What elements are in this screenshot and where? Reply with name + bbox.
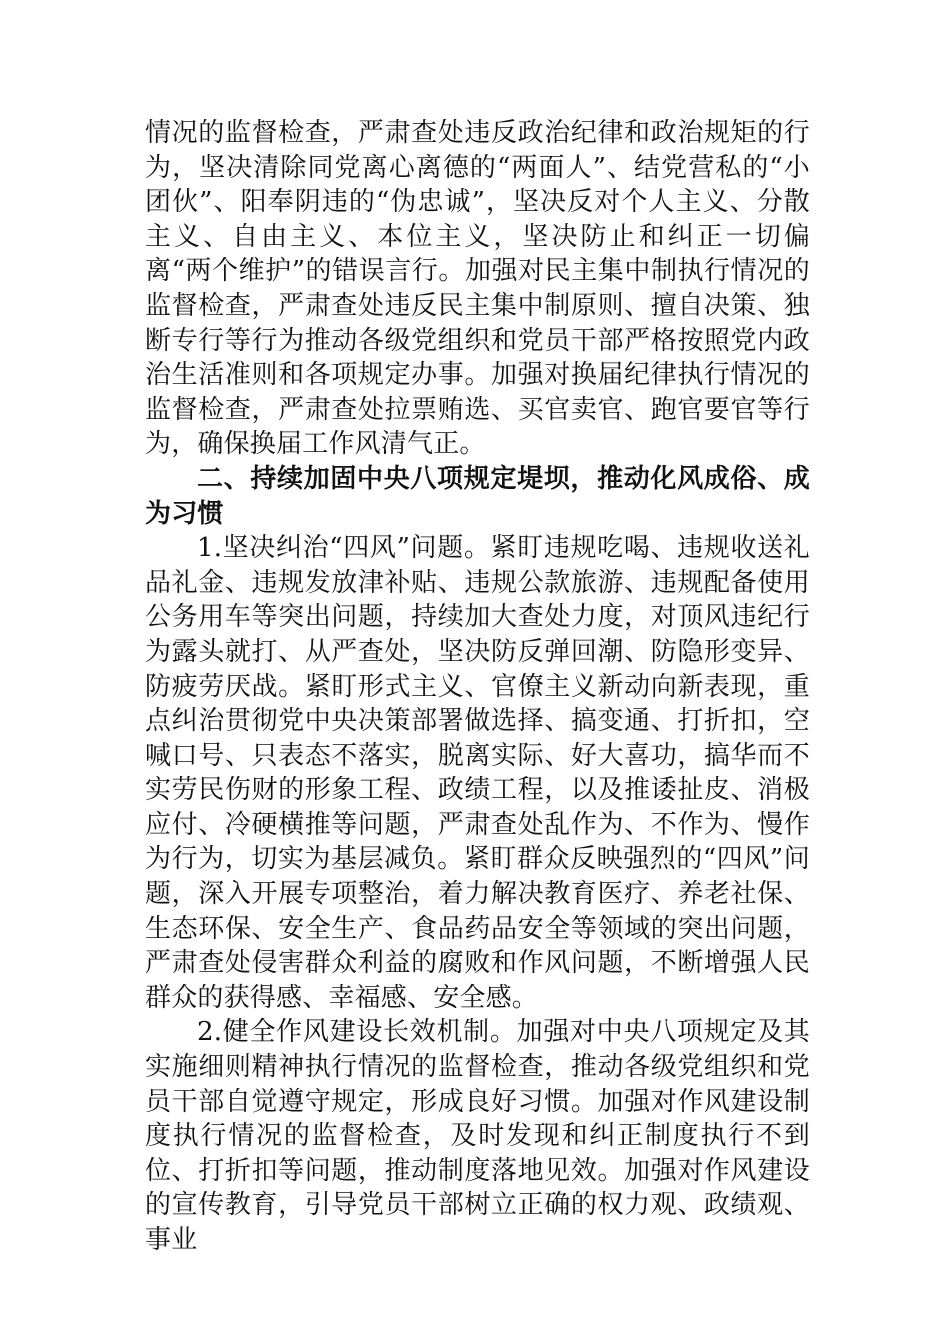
section-heading: 二、持续加固中央八项规定堤坝，推动化风成俗、成为习惯 [145,463,810,529]
paragraph-continuation: 情况的监督检查，严肃查处违反政治纪律和政治规矩的行为，坚决清除同党离心离德的“两面人”、结党营私的“小团伙”、阳奉阴违的“伪忠诚”，坚决反对个人主义、分散主义、自由主义、本位主义，坚决防止和纠正一切偏离“两个维护”的错误言行。加强对民主集中制执行情况的监督检查，严肃查处违反民主集中制原则、擅自决策、独断专行等行为推动各级党组织和党员干部严格按照党内政治生活准则和各项规定办事。加强对换届纪律执行情况的监督检查，严肃查处拉票贿选、买官卖官、跑官要官等行为，确保换届工作风清气正。 [145,118,810,460]
paragraph-item-1: 1.坚决纠治“四风”问题。紧盯违规吃喝、违规收送礼品礼金、违规发放津补贴、违规公款旅游、违规配备使用公务用车等突出问题，持续加大查处力度，对顶风违纪行为露头就打、从严查处，坚决防反弹回潮、防隐形变异、防疲劳厌战。紧盯形式主义、官僚主义新动向新表现，重点纠治贯彻党中央决策部署做选择、搞变通、打折扣，空喊口号、只表态不落实，脱离实际、好大喜功，搞华而不实劳民伤财的形象工程、政绩工程，以及推诿扯皮、消极应付、冷硬横推等问题，严肃查处乱作为、不作为、慢作为行为，切实为基层减负。紧盯群众反映强烈的“四风”问题，深入开展专项整治，着力解决教育医疗、养老社保、生态环保、安全生产、食品药品安全等领域的突出问题，严肃查处侵害群众利益的腐败和作风问题，不断增强人民群众的获得感、幸福感、安全感。 [145,533,810,1013]
paragraph-item-2: 2.健全作风建设长效机制。加强对中央八项规定及其实施细则精神执行情况的监督检查，推动各级党组织和党员干部自觉遵守规定，形成良好习惯。加强对作风建设制度执行情况的监督检查，及时发现和纠正制度执行不到位、打折扣等问题，推动制度落地见效。加强对作风建设的宣传教育，引导党员干部树立正确的权力观、政绩观、事业 [145,1017,810,1255]
document-body [145,116,810,1258]
